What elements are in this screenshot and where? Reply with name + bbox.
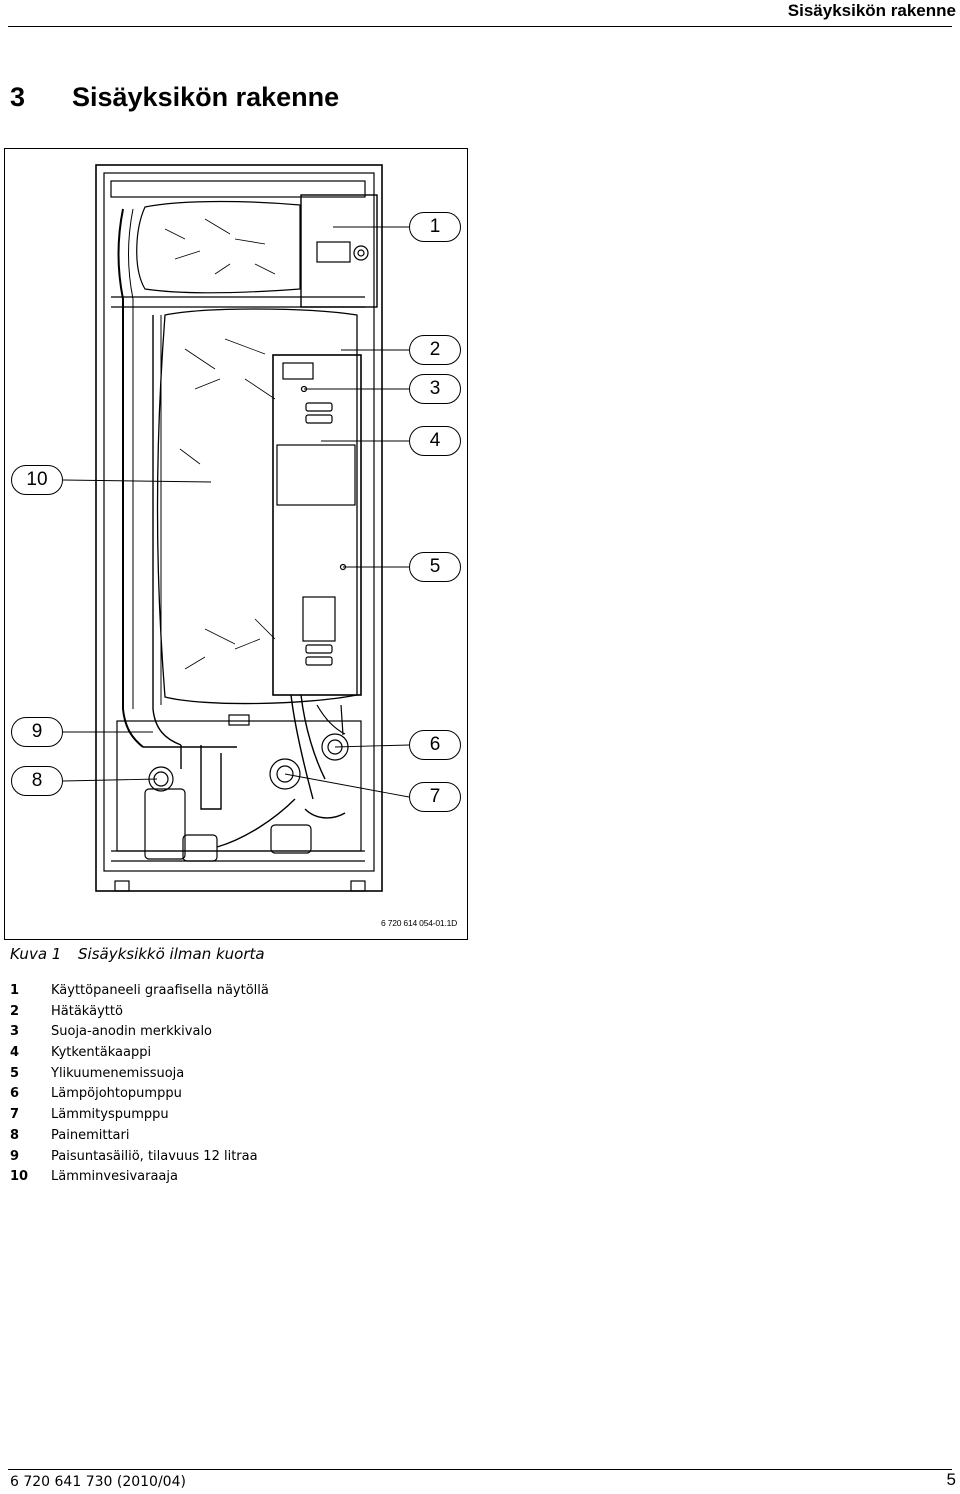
legend-item bbox=[10, 1147, 269, 1168]
legend-item bbox=[10, 1167, 269, 1188]
legend-number: 1 bbox=[10, 983, 20, 998]
control-knob bbox=[354, 246, 368, 260]
callout-7: 7 bbox=[409, 782, 461, 812]
section-title-text: Sisäyksikön rakenne bbox=[72, 82, 340, 112]
legend-number: 2 bbox=[10, 1003, 20, 1019]
callout-8: 8 bbox=[11, 766, 63, 796]
legend-item bbox=[10, 1105, 269, 1126]
indoor-unit-drawing bbox=[5, 149, 469, 941]
control-panel-box bbox=[301, 195, 377, 307]
legend-item bbox=[10, 1064, 269, 1085]
legend-number: 4 bbox=[10, 1045, 20, 1061]
legend-text: Lämminvesivaraaja bbox=[51, 1169, 178, 1185]
left-pipe bbox=[119, 209, 144, 747]
callout-2: 2 bbox=[409, 335, 461, 365]
callout-1: 1 bbox=[409, 212, 461, 242]
legend-number: 5 bbox=[10, 1065, 20, 1081]
legend-text: Käyttöpaneeli graafisella näytöllä bbox=[51, 983, 269, 998]
legend-item bbox=[10, 1126, 269, 1147]
legend-item bbox=[10, 1022, 269, 1043]
legend-number: 3 bbox=[10, 1024, 20, 1040]
legend-list bbox=[10, 981, 269, 1188]
section-number: 3 bbox=[10, 82, 26, 112]
emergency-switch bbox=[283, 363, 313, 379]
upper-bag bbox=[137, 202, 300, 293]
legend-text: Hätäkäyttö bbox=[51, 1003, 123, 1019]
callout-4: 4 bbox=[409, 426, 461, 456]
cabinet-window bbox=[277, 445, 355, 505]
legend-text: Painemittari bbox=[51, 1127, 130, 1143]
legend-number: 9 bbox=[10, 1148, 20, 1164]
footer-doc-number: 6 720 641 730 (2010/04) bbox=[10, 1474, 186, 1490]
legend-text: Kytkentäkaappi bbox=[51, 1045, 152, 1061]
callout-9: 9 bbox=[11, 717, 63, 747]
caption-text: Sisäyksikkö ilman kuorta bbox=[78, 945, 265, 963]
callout-5: 5 bbox=[409, 552, 461, 582]
cabinet-inner bbox=[104, 173, 374, 871]
legend-number: 6 bbox=[10, 1086, 20, 1102]
expansion-vessel bbox=[145, 789, 185, 859]
header-rule bbox=[8, 26, 952, 27]
switch-cabinet bbox=[273, 355, 361, 695]
legend-item bbox=[10, 981, 269, 1002]
legend-item bbox=[10, 1043, 269, 1064]
legend-text: Ylikuumenemissuoja bbox=[51, 1065, 185, 1081]
legend-item bbox=[10, 1084, 269, 1105]
figure-code: 6 720 614 054-01.1D bbox=[381, 918, 458, 928]
figure-caption bbox=[10, 945, 265, 963]
legend-number: 7 bbox=[10, 1107, 20, 1123]
section-title bbox=[10, 82, 339, 113]
footer-rule bbox=[8, 1469, 952, 1470]
legend-text: Lämpöjohtopumppu bbox=[51, 1086, 182, 1102]
legend-number: 8 bbox=[10, 1127, 20, 1143]
legend-text: Lämmityspumppu bbox=[51, 1107, 169, 1123]
legend-item bbox=[10, 1002, 269, 1023]
callout-10: 10 bbox=[11, 465, 63, 495]
legend-text: Paisuntasäiliö, tilavuus 12 litraa bbox=[51, 1148, 258, 1164]
legend-number: 10 bbox=[10, 1169, 29, 1185]
figure-frame bbox=[4, 148, 468, 940]
control-display bbox=[317, 242, 350, 262]
running-head: Sisäyksikön rakenne bbox=[787, 1, 956, 20]
callout-3: 3 bbox=[409, 374, 461, 404]
water-heater-tank bbox=[158, 309, 358, 704]
callout-6: 6 bbox=[409, 730, 461, 760]
footer-page-number: 5 bbox=[946, 1470, 956, 1489]
caption-label: Kuva 1 bbox=[10, 945, 62, 963]
legend-text: Suoja-anodin merkkivalo bbox=[51, 1024, 213, 1040]
